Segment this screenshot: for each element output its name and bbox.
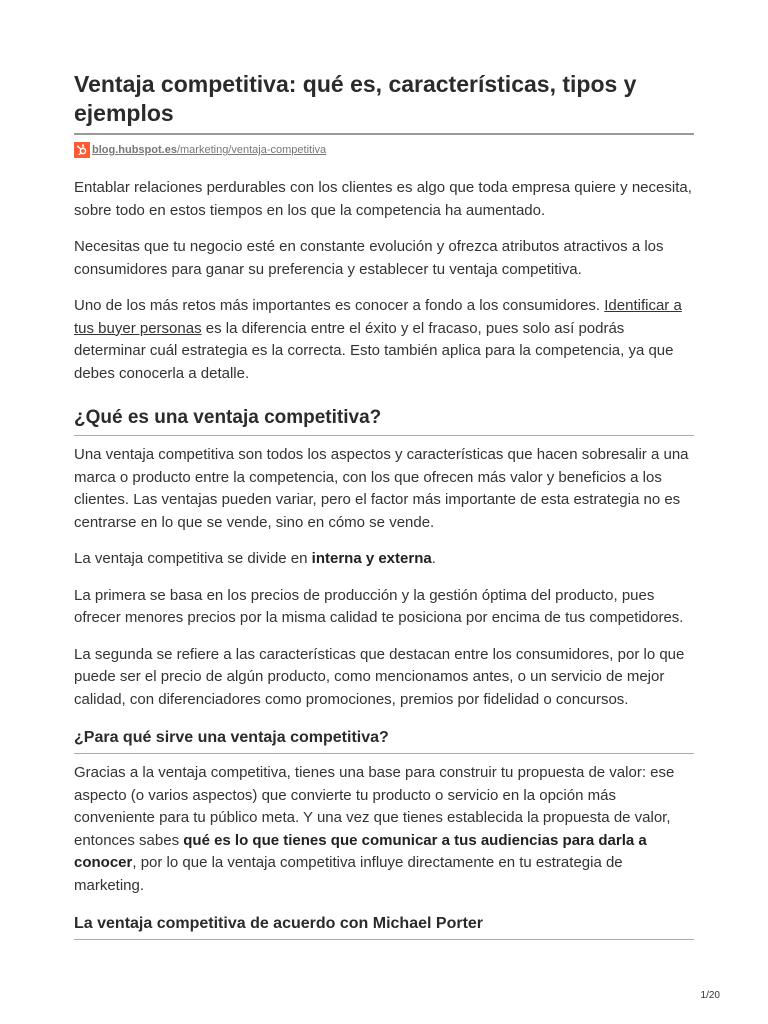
section2-paragraph-1: Gracias a la ventaja competitiva, tienes una base para construir tu propuesta de valor: ese aspecto (o varios aspectos) que convierte tu producto o servicio en la opción más conveniente para tu público meta. Y una vez que tienes establecida la propuesta de valor, entonces sabes qué es lo que tienes que comunicar a tus audiencias para darla a conocer, por lo que la ventaja competitiva influye directamente en tu estrategia de marketing. — [74, 764, 675, 894]
section1-paragraph-3: La primera se basa en los precios de producción y la gestión óptima del producto, pues ofrecer menores precios por la misma calidad te posiciona por encima de tus competidores. — [74, 586, 684, 626]
hubspot-logo-icon — [74, 142, 90, 158]
intro-paragraph-2: Necesitas que tu negocio esté en constante evolución y ofrezca atributos atractivos a los consumidores para ganar su preferencia y establecer tu ventaja competitiva. — [74, 238, 664, 278]
source-line — [74, 141, 694, 159]
source-path-link[interactable]: /marketing/ventaja-competitiva — [176, 144, 327, 156]
section1-paragraph-4: La segunda se refiere a las características que destacan entre los consumidores, por lo que puede ser el precio de algún producto, como mencionamos antes, o un servicio de mejor calidad, con diferenciadores como promociones, premios por fidelidad o concursos. — [74, 645, 685, 708]
buyer-personas-link[interactable]: Identificar a tus buyer personas — [74, 297, 682, 337]
section-heading-what-is: ¿Qué es una ventaja competitiva? — [74, 405, 694, 436]
section-heading-porter: La ventaja competitiva de acuerdo con Michael Porter — [74, 913, 694, 940]
section1-paragraph-1: Una ventaja competitiva son todos los aspectos y características que hacen sobresalir a una marca o producto entre la competencia, con los que ofrecen más valor y beneficios a los clientes. Las ventajas pueden variar, pero el factor más importante de esta estrategia no es centrarse en lo que se vende, sino en cómo se vende. — [74, 446, 689, 531]
page-title: Ventaja competitiva: qué es, características, tipos y ejemplos — [74, 70, 694, 135]
page-number: 1/20 — [700, 990, 720, 1001]
source-domain-link[interactable]: blog.hubspot.es — [92, 144, 177, 156]
document-page — [74, 70, 694, 948]
intro-paragraph-1: Entablar relaciones perdurables con los clientes es algo que toda empresa quiere y necesita, sobre todo en estos tiempos en los que la competencia ha aumentado. — [74, 179, 692, 219]
section-heading-what-for: ¿Para qué sirve una ventaja competitiva? — [74, 727, 694, 754]
section1-paragraph-2: La ventaja competitiva se divide en interna y externa. — [74, 550, 436, 567]
intro-paragraph-3: Uno de los más retos más importantes es conocer a fondo a los consumidores. Identificar a tus buyer personas es la diferencia entre el éxito y el fracaso, pues solo así podrás determinar cuál estrategia es la correcta. Esto también aplica para la competencia, ya que debes conocerla a detalle. — [74, 297, 682, 382]
